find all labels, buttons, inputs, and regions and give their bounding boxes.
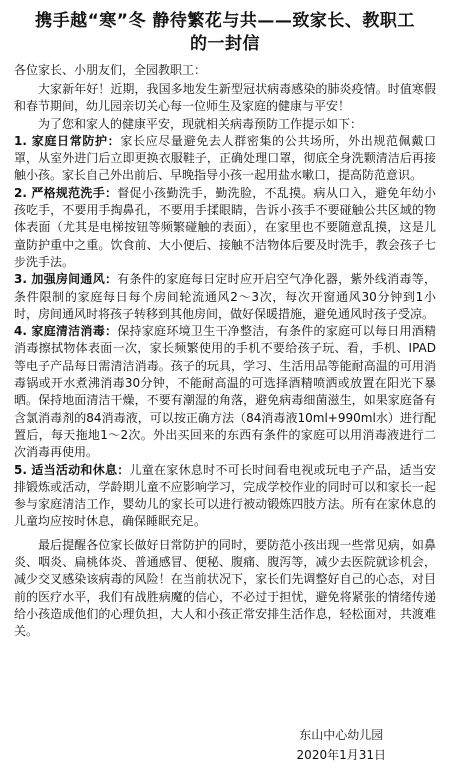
title-line-2: 的一封信 xyxy=(190,34,260,54)
tip-heading: 5. 适当活动和休息： xyxy=(14,462,130,477)
lead-paragraph: 为了您和家人的健康平安，现就相关病毒预防工作提示如下： xyxy=(38,116,363,131)
tip-text: 儿童在家休息时不可长时间看电视或玩电子产品，适当安排锻炼或活动，学龄期儿童不应影响学习，完成学校作业的同时可以和家长一起参与家庭清洁工作，婴幼儿的家长可以进行被动锻炼四肢方法。所有在家休息的儿童均应按时休息，确保睡眠充足。 xyxy=(14,462,436,529)
closing-paragraph: 最后提醒各位家长做好日常防护的同时，要防范小孩出现一些常见病，如鼻炎、咽炎、扁桃体炎、普通感冒、便秘、腹痛、腹泻等，减少去医院就诊机会，减少交叉感染该病毒的风险！在当前状况下，家长们先调整好自己的心态，对目前的医疗水平，我们有战胜病魔的信心，不必过于担忧，避免将紧张的情绪传递给小孩造成他们的心理负担，大人和小孩正常安排生活作息，轻松面对，共渡难关。 xyxy=(14,537,436,639)
greeting: 各位家长、小朋友们，全园教职工： xyxy=(14,63,207,77)
signature-date: 2020年1月31日 xyxy=(296,748,386,762)
signature-org: 东山中心幼儿园 xyxy=(299,728,384,742)
tip-item-4 xyxy=(14,323,436,461)
tip-item-2 xyxy=(14,185,436,271)
tip-heading: 2. 严格规范洗手： xyxy=(14,185,118,200)
tip-item-3 xyxy=(14,271,436,323)
tip-item-1 xyxy=(14,133,436,185)
tips-list xyxy=(14,133,436,531)
tip-heading: 1. 家庭日常防护： xyxy=(14,133,121,148)
tip-heading: 4. 家庭清洁消毒： xyxy=(14,324,118,339)
letter-title xyxy=(14,10,436,56)
tip-item-5 xyxy=(14,462,436,531)
tip-heading: 3. 加强房间通风： xyxy=(14,272,118,287)
tip-text: 保持家庭环境卫生干净整洁，有条件的家庭可以每日用酒精消毒擦拭物体表面一次，家长频繁使用的手机不要给孩子玩、看，手机、IPAD等电子产品每日需清洁消毒。孩子的玩具，学习、生活用品等能耐高温的可用消毒锅或开水煮沸消毒30分钟，不能耐高温的可选择酒精喷洒或放置在阳光下暴晒。保持地面清洁干燥，不要有潮湿的角落，避免病毒细菌滋生，如果家庭备有含氯消毒剂的84消毒液，可以按正确方法（84消毒液10ml+990ml水）进行配置后，每天拖地1～2次。外出买回来的东西有条件的家庭可以用消毒液进行二次消毒再使用。 xyxy=(14,324,436,460)
tip-text: 有条件的家庭每日定时应开启空气净化器，紫外线消毒等，条件限制的家庭每日每个房间轮流通风2～3次，每次开窗通风30分钟到1小时，房间通风时将孩子转移到其他房间，做好保暖措施，避免通风时孩子受凉。 xyxy=(14,272,436,321)
title-line-1: 携手越“寒”冬 静待繁花与共——致家长、教职工 xyxy=(35,11,415,31)
tip-text: 督促小孩勤洗手，勤洗脸，不乱摸。病从口入，避免年幼小孩吃手，不要用手掏鼻孔，不要用手揉眼睛，告诉小孩手不要碰触公共区域的物体表面（尤其是电梯按钮等频繁碰触的表面），在家里也不要随意乱摸，这是儿童防护重中之重。饮食前、大小便后、接触不洁物体后要及时洗手，教会孩子七步洗手法。 xyxy=(14,185,436,269)
signature-block xyxy=(297,725,386,765)
tip-text: 家长应尽量避免去人群密集的公共场所，外出规范佩戴口罩，从室外进门后立即更换衣服鞋子，正确处理口罩，彻底全身洗颗清洁后再接触小孩。家长自己外出前后、早晚指导小孩一起用盐水嗽口，提高防范意识。 xyxy=(14,133,436,183)
intro-paragraph: 大家新年好！近期，我国多地发生新型冠状病毒感染的肺炎疫情。时值寒假和春节期间，幼儿园亲切关心每一位师生及家庭的健康与平安！ xyxy=(14,82,436,114)
